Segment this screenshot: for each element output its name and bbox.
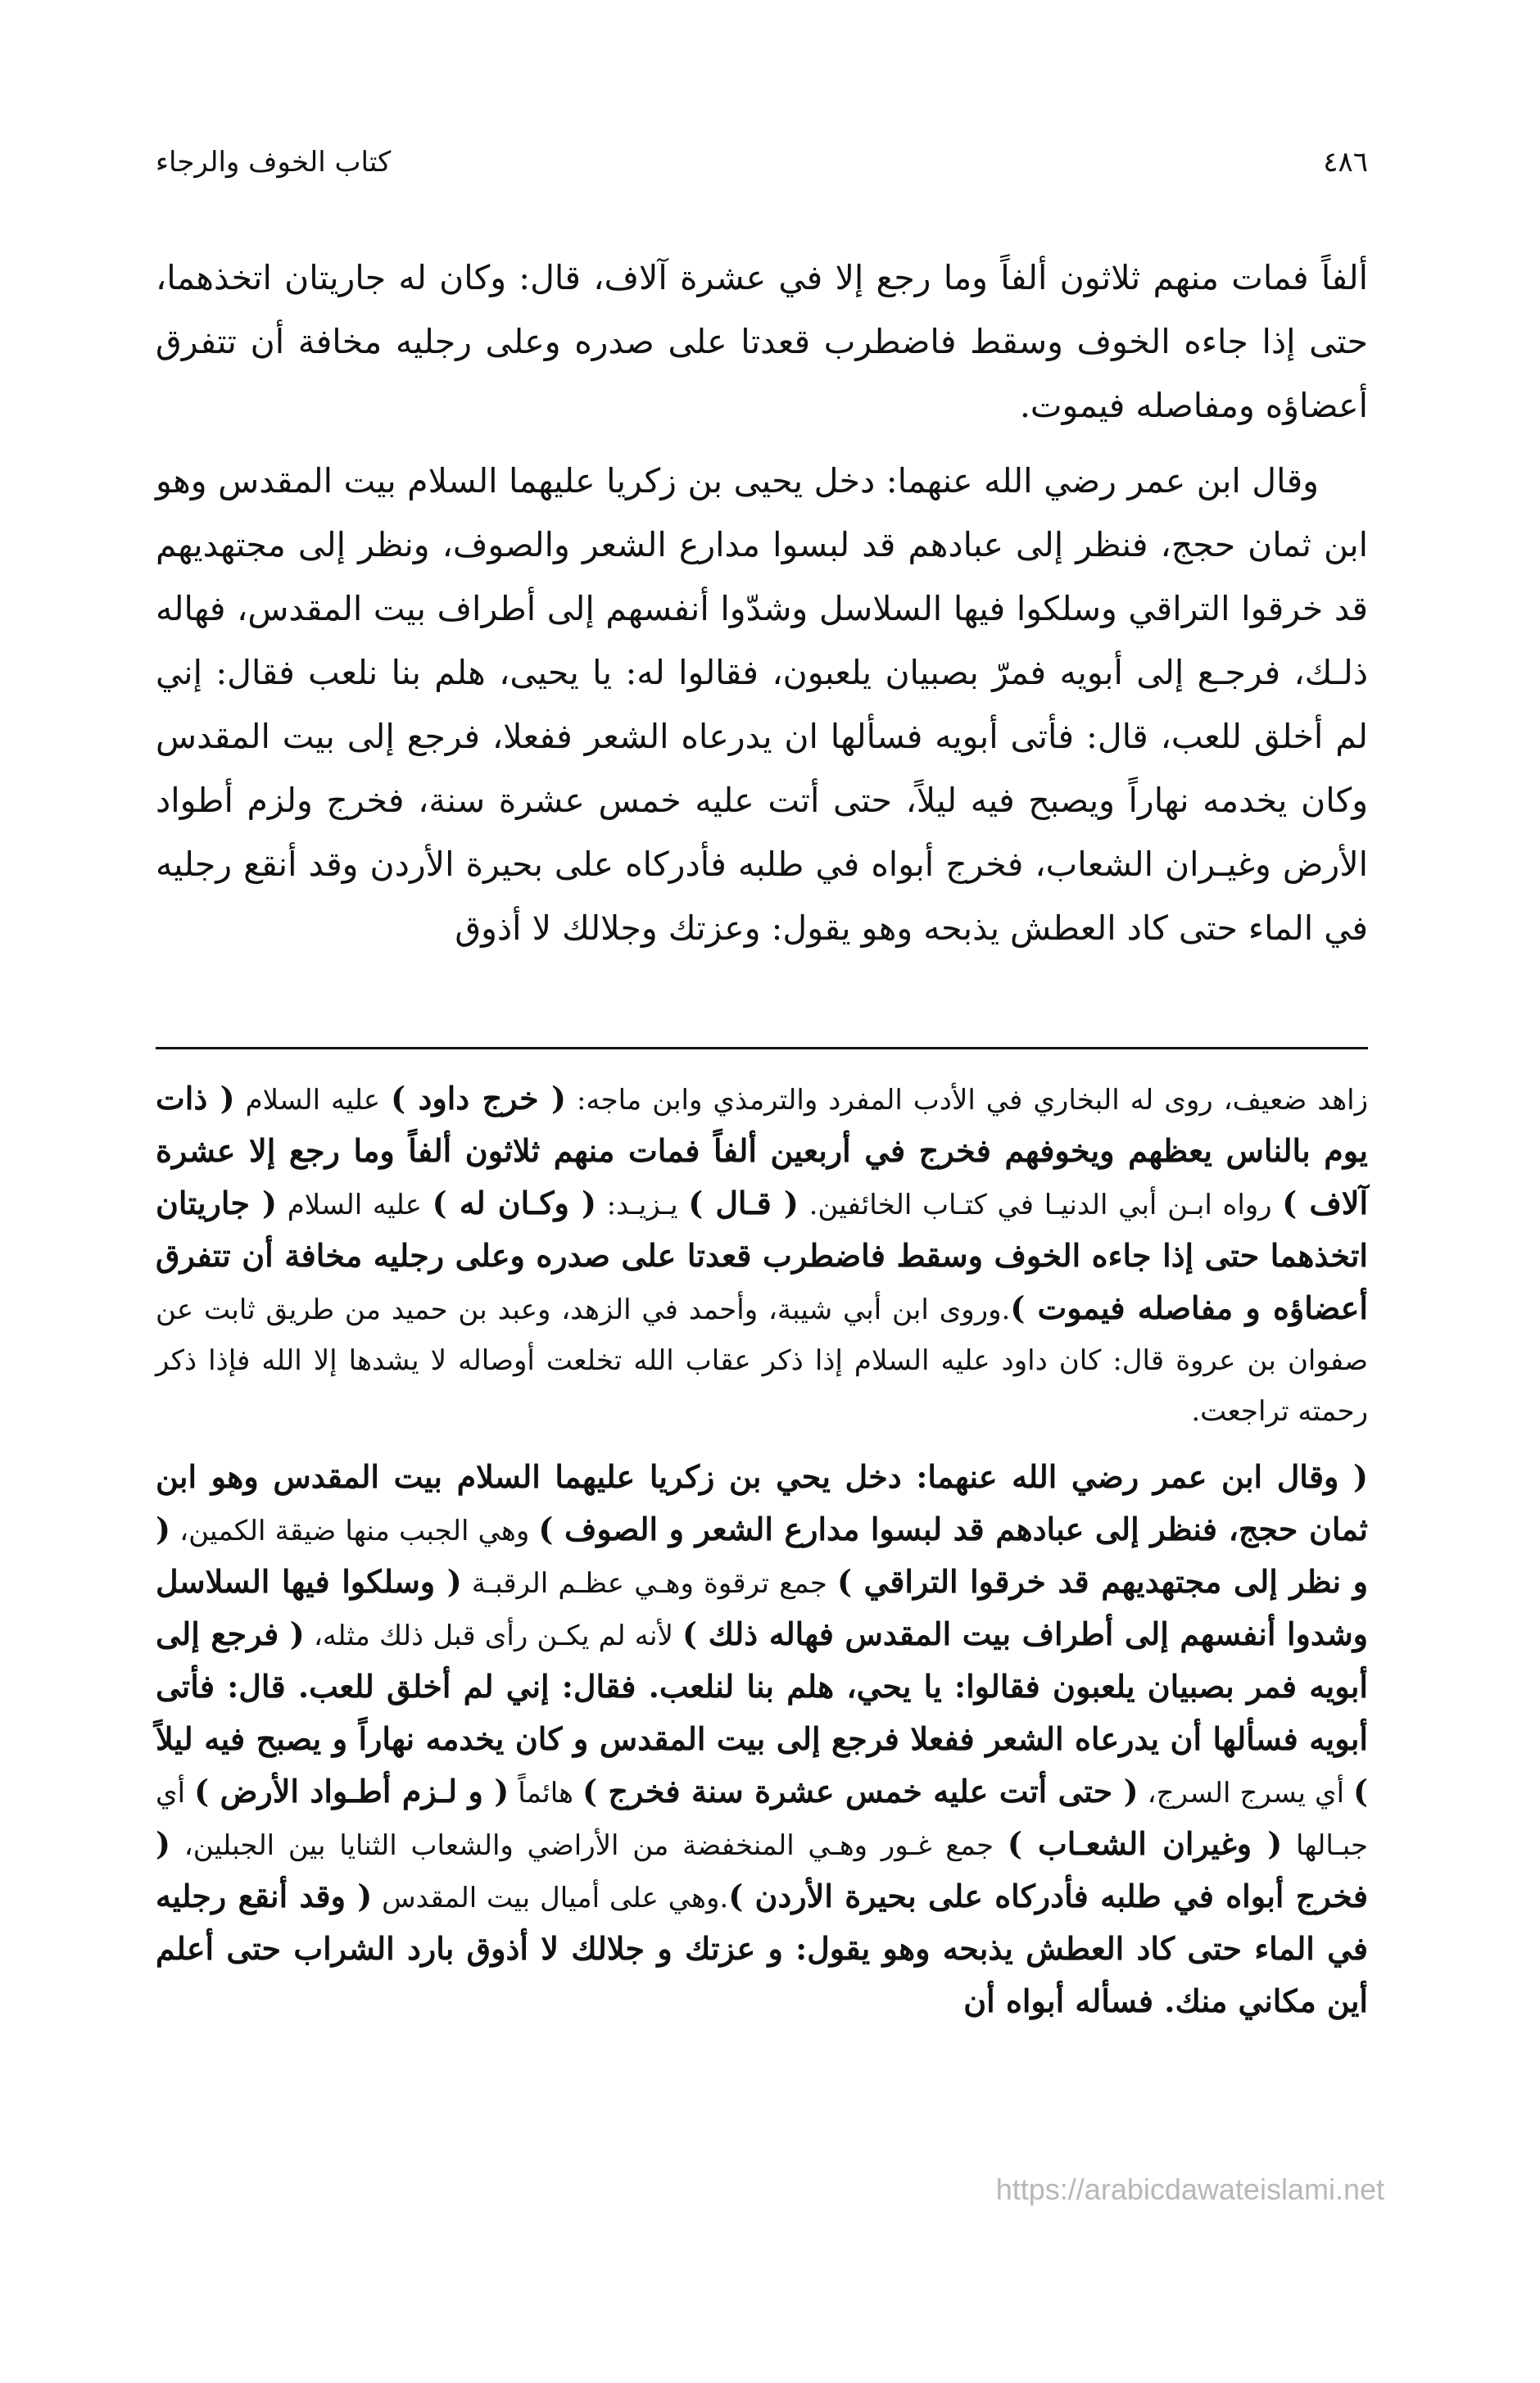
commentary-text: هائماً [509,1777,582,1810]
quoted-text: ( حتى أتت عليه خمس عشرة سنة فخرج ) [582,1773,1139,1810]
quoted-text: ( قـال ) [688,1185,799,1221]
commentary-text: أي يسرج السرج، [1138,1777,1354,1810]
quoted-text: ( و لـزم أطـواد الأرض ) [194,1773,510,1810]
commentary-paragraph-1 [156,1073,1368,1437]
commentary-text: وهي الجبب منها ضيقة الكمين، [170,1515,539,1547]
commentary-section [156,1073,1368,2043]
quoted-text: ( و نظر إلى مجتهديهم قد خرقوا التراقي ) [156,1511,1369,1600]
main-text [156,246,1368,972]
document-page [156,0,1368,2383]
quoted-text: ( ذات يوم بالناس يعظهم ويخوفهم فخرج في أربعين ألفاً فمات منهم ثلاثون ألفاً وما رجع إلا عشرة آلاف ) [156,1080,1369,1221]
commentary-text: عليه السلام [234,1084,392,1117]
commentary-text: .وهي على أميال بيت المقدس [372,1882,729,1914]
quoted-text: ( وقال ابن عمر رضي الله عنهما: دخل يحي بن زكريا عليهما السلام بيت المقدس وهو ابن ثمان حجج، فنظر إلى عبادهم قد لبسوا مدارع الشعر و الصوف ) [156,1458,1368,1547]
quoted-text: ( فخرج أبواه في طلبه فأدركاه على بحيرة الأردن ) [156,1825,1368,1914]
quoted-text: ( وكـان له ) [432,1185,596,1221]
main-paragraph-1: ألفاً فمات منهم ثلاثون ألفاً وما رجع إلا في عشرة آلاف، قال: وكان له جاريتان اتخذهما، حتى إذا جاءه الخوف وسقط فاضطرب قعدتا على صدره وعلى رجليه مخافة أن تتفرق أعضاؤه ومفاصله فيموت. [156,258,1368,425]
commentary-text: رواه ابـن أبي الدنيـا في كتـاب الخائفين. [798,1189,1283,1221]
commentary-text: يـزيـد: [596,1189,689,1221]
quoted-text: ( وقد أنقع رجليه في الماء حتى كاد العطش يذبحه وهو يقول: و عزتك و جلالك لا أذوق بارد الشراب حتى أعلم أين مكاني منك. فسأله أبواه أن [156,1878,1368,2019]
commentary-text: .وروى ابن أبي شيبة، وأحمد في الزهد، وعبد بن حميد من طريق ثابت عن صفوان بن عروة قال: كان داود عليه السلام إذا ذكر عقاب الله تخلعت أوصاله لا يشدها إلا الله فإذا ذكر رحمته تراجعت. [156,1293,1368,1428]
quoted-text: ( وغيران الشعـاب ) [1007,1825,1283,1862]
running-title: كتاب الخوف والرجاء [156,146,392,179]
commentary-paragraph-2 [156,1452,1368,2028]
commentary-text: زاهد ضعيف، روى له البخاري في الأدب المفرد والترمذي وابن ماجه: [565,1084,1368,1117]
running-header [156,138,1368,187]
main-paragraph-2: وقال ابن عمر رضي الله عنهما: دخل يحيى بن زكريا عليهما السلام بيت المقدس وهو ابن ثمان حجج، فنظر إلى عبادهم قد لبسوا مدارع الشعر والصوف، ونظر إلى مجتهديهم قد خرقوا التراقي وسلكوا فيها السلاسل وشدّوا أنفسهم إلى أطراف بيت المقدس، فهاله ذلـك، فرجـع إلى أبويه فمرّ بصبيان يلعبون، فقالوا له: يا يحيى، هلم بنا نلعب فقال: إني لم أخلق للعب، قال: فأتى أبويه فسألها ان يدرعاه الشعر ففعلا، فرجع إلى بيت المقدس وكان يخدمه نهاراً ويصبح فيه ليلاً، حتى أتت عليه خمس عشرة سنة، فخرج ولزم أطواد الأرض وغيـران الشعاب، فخرج أبواه في طلبه فأدركاه على بحيرة الأردن وقد أنقع رجليه في الماء حتى كاد العطش يذبحه وهو يقول: وعزتك وجلالك لا أذوق [156,461,1368,948]
commentary-text: لأنه لم يكـن رأى قبل ذلك مثله، [304,1620,683,1652]
watermark-url: https://arabicdawateislami.net [995,2172,1384,2206]
quoted-text: ( خرج داود ) [391,1080,566,1117]
commentary-text: جمع غـور وهـي المنخفضة من الأراضي والشعاب الثنايا بين الجبلين، [170,1829,1008,1862]
quoted-text: ( فرجع إلى أبويه فمر بصبيان يلعبون فقالوا: يا يحي، هلم بنا لنلعب. فقال: إني لم أخلق للعب. قال: فأتى أبويه فسألها أن يدرعاه الشعر ففعلا فرجع إلى بيت المقدس و كان يخدمه نهاراً و يصبح فيه ليلاً ) [156,1615,1368,1810]
quoted-text: ( جاريتان اتخذهما حتى إذا جاءه الخوف وسقط فاضطرب قعدتا على صدره وعلى رجليه مخافة أن تتفرق أعضاؤه و مفاصله فيموت ) [156,1185,1368,1326]
page-number: ٤٨٦ [1323,146,1368,179]
commentary-text: عليه السلام [277,1189,433,1221]
quoted-text: ( وسلكوا فيها السلاسل وشدوا أنفسهم إلى أطراف بيت المقدس فهاله ذلك ) [156,1563,1369,1652]
commentary-text: جمع ترقوة وهـي عظـم الرقبـة [461,1567,837,1600]
commentary-text: أي جبـالها [156,1777,1369,1862]
footnote-divider [156,1047,1368,1049]
